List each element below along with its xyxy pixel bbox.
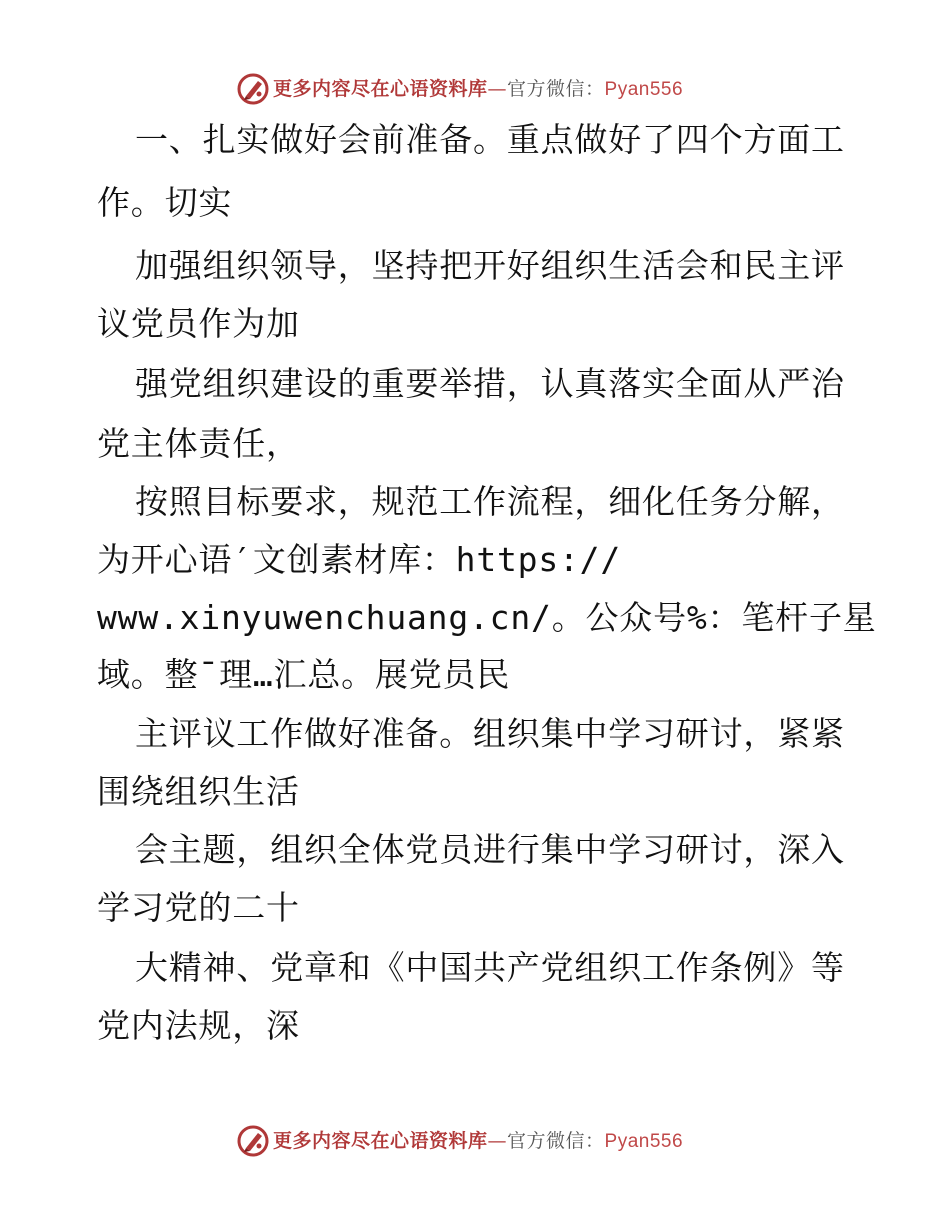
body-line: 加强组织领导，坚持把开好组织生活会和民主评 <box>135 246 845 285</box>
body-line: 域。整¯理…汇总。展党员民 <box>97 655 511 694</box>
body-line: 为开心语′文创素材库：https:// <box>97 540 622 579</box>
body-line: 作。切实 <box>97 183 233 222</box>
banner-dash: — <box>487 1130 508 1152</box>
body-line: 大精神、党章和《中国共产党组织工作条例》等 <box>135 948 845 987</box>
body-line: 议党员作为加 <box>97 304 300 343</box>
banner-dash: — <box>487 78 508 100</box>
pen-logo-icon <box>236 1124 270 1158</box>
body-line: 强党组织建设的重要举措，认真落实全面从严治 <box>135 364 845 403</box>
body-line: 学习党的二十 <box>97 888 300 927</box>
body-line: 会主题，组织全体党员进行集中学习研讨，深入 <box>135 830 845 869</box>
banner-wechat-label: 官方微信： <box>507 1130 605 1152</box>
body-line: 党主体责任， <box>97 424 300 463</box>
banner-slogan: 更多内容尽在心语资料库 <box>273 78 488 100</box>
banner-wechat-label: 官方微信： <box>507 78 605 100</box>
header-banner <box>0 68 950 108</box>
body-line: 党内法规，深 <box>97 1006 300 1045</box>
body-line: www.xinyuwenchuang.cn/。公众号%：笔杆子星 <box>97 598 877 637</box>
pen-logo-icon <box>236 72 270 106</box>
body-line: 按照目标要求，规范工作流程，细化任务分解， <box>135 482 845 521</box>
banner-wechat-id: Pyan556 <box>604 1131 684 1152</box>
footer-banner-text <box>273 1129 683 1154</box>
footer-banner <box>0 1120 950 1160</box>
banner-wechat-id: Pyan556 <box>604 79 684 100</box>
body-line: 一、扎实做好会前准备。重点做好了四个方面工 <box>135 120 845 159</box>
header-banner-text <box>273 77 683 102</box>
body-line: 围绕组织生活 <box>97 772 300 811</box>
banner-slogan: 更多内容尽在心语资料库 <box>273 1130 488 1152</box>
body-line: 主评议工作做好准备。组织集中学习研讨，紧紧 <box>135 714 845 753</box>
